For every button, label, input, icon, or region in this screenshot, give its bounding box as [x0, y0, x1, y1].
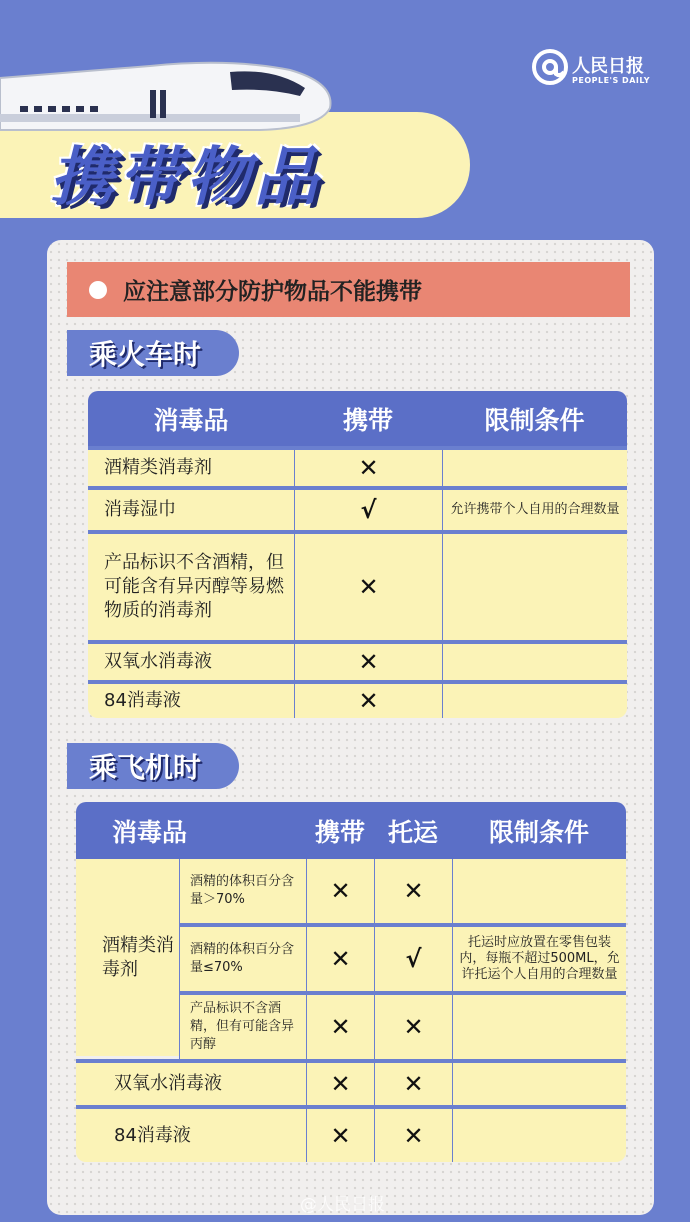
condition-cell	[452, 859, 626, 923]
table-row	[179, 859, 626, 923]
table-row	[88, 680, 627, 718]
notice-bar	[67, 262, 630, 317]
page-title: 携带物品	[50, 141, 322, 215]
item-cell: 酒精类消毒剂	[104, 457, 212, 478]
item-cell: 84消毒液	[104, 690, 181, 711]
plane-table	[76, 802, 626, 1162]
condition-cell	[452, 995, 626, 1059]
condition-cell	[442, 450, 627, 486]
section-label-plane: 乘飞机时	[67, 743, 239, 789]
header	[0, 0, 690, 235]
checked-cell: ✕	[374, 995, 452, 1059]
header-item: 消毒品	[153, 405, 229, 435]
group-cell	[76, 859, 179, 1056]
condition-cell	[442, 684, 627, 718]
header-carry: 携带	[342, 405, 393, 435]
section-label-train: 乘火车时	[67, 330, 239, 376]
item-cell: 产品标识不含酒精，但可能含有异丙醇等易燃物质的消毒剂	[104, 552, 284, 621]
checked-cell: ✕	[374, 1109, 452, 1162]
group-label: 酒精类消毒剂	[102, 934, 174, 980]
table-header	[88, 391, 627, 446]
carry-cell: ✕	[306, 995, 374, 1059]
table-header	[76, 802, 626, 859]
item-cell: 双氧水消毒液	[104, 651, 212, 672]
train-table	[88, 391, 627, 718]
header-item: 消毒品	[112, 817, 188, 847]
item-cell: 84消毒液	[114, 1124, 191, 1146]
content-card	[47, 240, 654, 1215]
logo	[530, 40, 670, 94]
checked-cell: ✕	[374, 1063, 452, 1105]
condition-cell	[442, 644, 627, 680]
condition-cell	[452, 1109, 626, 1162]
carry-cell: ✕	[306, 1109, 374, 1162]
train-illustration	[0, 28, 340, 138]
carry-cell: ✕	[294, 534, 442, 640]
logo-name: 人民日报	[572, 56, 644, 77]
bullet-icon	[89, 281, 107, 299]
checked-cell: ✕	[374, 859, 452, 923]
carry-cell: ✕	[306, 859, 374, 923]
condition-cell	[452, 1063, 626, 1105]
carry-cell: ✕	[294, 644, 442, 680]
watermark: @人民日报	[300, 1195, 385, 1215]
table-row	[76, 1105, 626, 1162]
header-checked: 托运	[387, 817, 438, 847]
carry-cell: ✕	[306, 927, 374, 991]
table-row	[88, 530, 627, 640]
logo-subtitle: PEOPLE'S DAILY	[572, 76, 651, 85]
item-cell: 消毒湿巾	[104, 499, 176, 520]
table-row	[88, 640, 627, 680]
at-sign-icon	[530, 44, 570, 90]
sub-item-cell: 产品标识不含酒精，但有可能含异丙醇	[179, 995, 306, 1059]
item-cell: 双氧水消毒液	[114, 1073, 222, 1094]
header-condition: 限制条件	[488, 817, 589, 847]
table-row	[88, 486, 627, 530]
header-carry: 携带	[314, 817, 365, 847]
condition-cell: 托运时应放置在零售包装内，每瓶不超过500ML，允许托运个人自用的合理数量	[452, 927, 626, 991]
condition-cell	[442, 534, 627, 640]
condition-cell: 允许携带个人自用的合理数量	[442, 490, 627, 530]
carry-cell: ✕	[294, 450, 442, 486]
table-row	[76, 1059, 626, 1105]
carry-cell: ✕	[306, 1063, 374, 1105]
sub-item-cell: 酒精的体积百分含量＞70%	[179, 859, 306, 923]
table-row	[179, 991, 626, 1059]
checked-cell: √	[374, 927, 452, 991]
carry-cell: √	[294, 490, 442, 530]
carry-cell: ✕	[294, 684, 442, 718]
table-row	[88, 446, 627, 486]
sub-item-cell: 酒精的体积百分含量≤70%	[179, 927, 306, 991]
table-row	[179, 923, 626, 991]
notice-text: 应注意部分防护物品不能携带	[123, 279, 422, 305]
header-condition: 限制条件	[484, 405, 585, 435]
